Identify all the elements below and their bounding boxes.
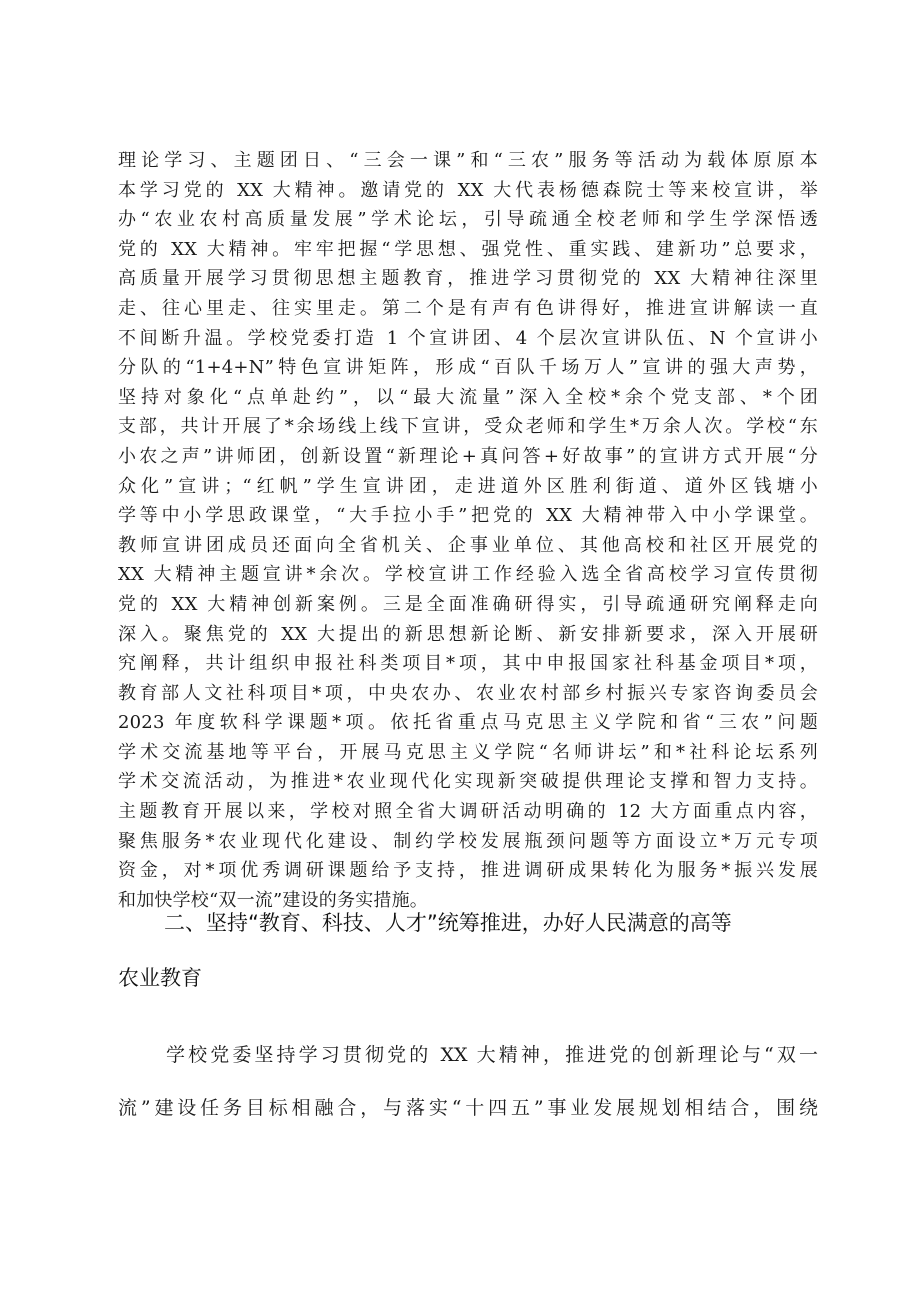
text-line: 究阐释，共计组织申报社科类项目*项，其中申报国家社科基金项目*项， [118, 653, 818, 675]
text-line: XX 大精神主题宣讲*余次。学校宣讲工作经验入选全省高校学习宣传贯彻 [118, 564, 818, 586]
body-paragraph [118, 146, 818, 915]
section-heading-line-1: 二、坚持“教育、科技、人才”统筹推进，办好人民满意的高等 [164, 911, 732, 935]
text-line: 高质量开展学习贯彻思想主题教育，推进学习贯彻党的 XX 大精神往深里 [118, 268, 818, 290]
text-line: 教育部人文社科项目*项，中央农办、农业农村部乡村振兴专家咨询委员会 [118, 682, 818, 704]
text-line: 和加快学校“双一流”建设的务实措施。 [118, 889, 429, 911]
text-line: 本学习党的 XX 大精神。邀请党的 XX 大代表杨德森院士等来校宣讲，举 [118, 179, 818, 201]
text-line: 走、往心里走、往实里走。第二个是有声有色讲得好，推进宣讲解读一直 [118, 297, 818, 319]
text-line: 聚焦服务*农业现代化建设、制约学校发展瓶颈问题等方面设立*万元专项 [118, 830, 818, 852]
text-line: 支部，共计开展了*余场线上线下宣讲，受众老师和学生*万余人次。学校“东 [118, 416, 818, 438]
text-line: 分队的“1+4+N”特色宣讲矩阵，形成“百队千场万人”宣讲的强大声势， [118, 357, 818, 379]
text-line: 深入。聚焦党的 XX 大提出的新思想新论断、新安排新要求，深入开展研 [118, 623, 818, 645]
text-line: 学术交流活动，为推进*农业现代化实现新突破提供理论支撑和智力支持。 [118, 771, 818, 793]
text-line: 党的 XX 大精神创新案例。三是全面准确研得实，引导疏通研究阐释走向 [118, 593, 818, 615]
text-line: 学术交流基地等平台，开展马克思主义学院“名师讲坛”和*社科论坛系列 [118, 741, 818, 763]
text-line: 党的 XX 大精神。牢牢把握“学思想、强党性、重实践、建新功”总要求， [118, 238, 818, 260]
section-heading-line-2: 农业教育 [118, 966, 202, 990]
text-line: 2023 年度软科学课题*项。依托省重点马克思主义学院和省“三农”问题 [118, 712, 818, 734]
text-line: 不间断升温。学校党委打造 1 个宣讲团、4 个层次宣讲队伍、N 个宣讲小 [118, 327, 818, 349]
text-line: 办“农业农村高质量发展”学术论坛，引导疏通全校老师和学生学深悟透 [118, 209, 818, 231]
text-line: 理论学习、主题团日、“三会一课”和“三农”服务等活动为载体原原本 [118, 150, 818, 171]
text-line: 教师宣讲团成员还面向全省机关、企事业单位、其他高校和社区开展党的 [118, 534, 818, 556]
text-line: 坚持对象化“点单赴约”，以“最大流量”深入全校*余个党支部、*个团 [118, 386, 818, 408]
paragraph-line-1: 学校党委坚持学习贯彻党的 XX 大精神，推进党的创新理论与“双一 [166, 1044, 818, 1066]
text-line: 众化”宣讲；“红帆”学生宣讲团，走进道外区胜利街道、道外区钱塘小 [118, 475, 818, 497]
text-line: 学等中小学思政课堂，“大手拉小手”把党的 XX 大精神带入中小学课堂。 [118, 505, 818, 527]
paragraph-line-2: 流”建设任务目标相融合，与落实“十四五”事业发展规划相结合，围绕 [118, 1097, 818, 1119]
text-line: 小农之声”讲师团，创新设置“新理论+真问答+好故事”的宣讲方式开展“分 [118, 445, 818, 467]
text-line: 主题教育开展以来，学校对照全省大调研活动明确的 12 大方面重点内容， [118, 801, 818, 823]
text-line: 资金，对*项优秀调研课题给予支持，推进调研成果转化为服务*振兴发展 [118, 860, 818, 882]
